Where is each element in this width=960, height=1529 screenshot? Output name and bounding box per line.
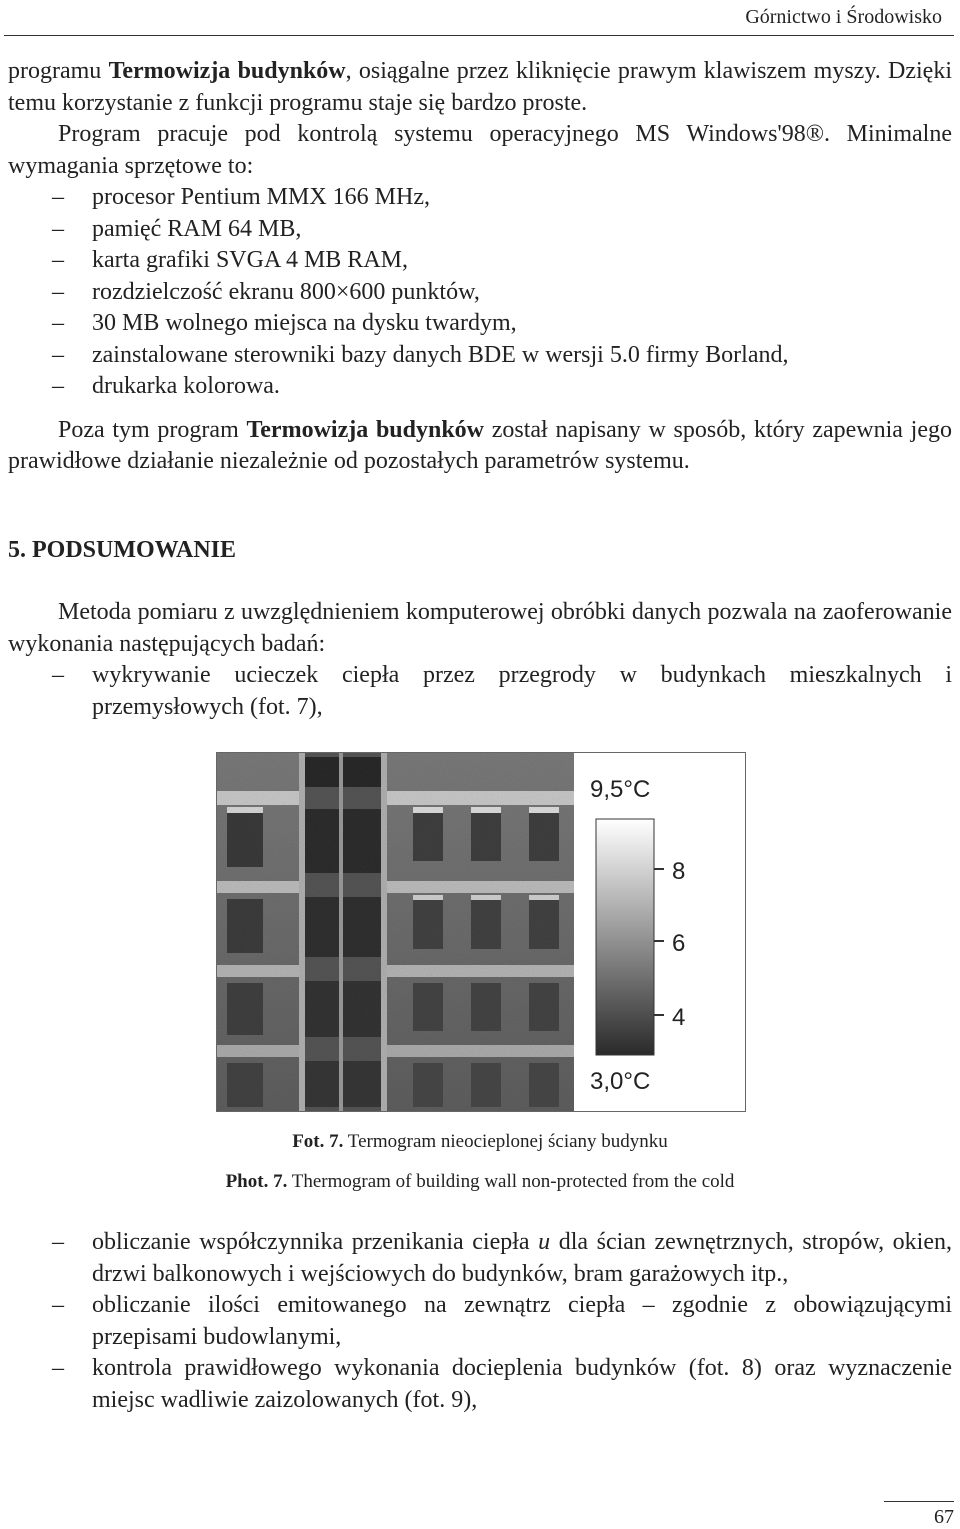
thermogram-image (217, 753, 574, 1111)
temperature-colorbar (596, 819, 654, 1055)
footer-rule (884, 1501, 954, 1502)
list-item: – kontrola prawidłowego wykonania docieplenia budynków (fot. 8) oraz wyznaczenie miejsc wadliwie zaizolowanych (fot. 9), (8, 1353, 952, 1416)
list-item: – obliczanie ilości emitowanego na zewnątrz ciepła – zgodnie z obowiązującymi przepisami budowlanymi, (8, 1290, 952, 1353)
paragraph-requirements-intro: Program pracuje pod kontrolą systemu operacyjnego MS Windows'98®. Minimalne wymagania sprzętowe to: (8, 121, 952, 179)
program-name: Termowizja budynków (246, 416, 485, 443)
section-block (8, 535, 952, 567)
requirements-list (8, 182, 952, 403)
caption-text: Termogram nieocieplonej ściany budynku (343, 1131, 668, 1152)
list-item: – 30 MB wolnego miejsca na dysku twardym, (8, 308, 952, 340)
text-block-summary (8, 597, 952, 723)
temperature-scale-graphic (574, 753, 745, 1111)
figure-caption-pl (0, 1130, 960, 1154)
caption-label: Fot. 7. (292, 1131, 344, 1152)
journal-title: Górnictwo i Środowisko (745, 6, 942, 28)
list-item: – pamięć RAM 64 MB, (8, 214, 952, 246)
text-block-top (8, 56, 952, 478)
temperature-scale (574, 753, 745, 1111)
scale-min-label: 3,0°C (590, 1068, 651, 1095)
section-heading: 5. PODSUMOWANIE (8, 537, 237, 563)
paragraph-system-independence: Poza tym program Termowizja budynków został napisany w sposób, który zapewnia jego prawidłowe działanie niezależnie od pozostałych parametrów systemu. (8, 416, 952, 474)
paragraph-summary: Metoda pomiaru z uwzględnieniem komputerowej obróbki danych pozwala na zaoferowanie wykonania następujących badań: (8, 599, 952, 657)
scale-tick-label: 4 (672, 1004, 686, 1031)
scale-tick-label: 6 (672, 930, 686, 957)
list-item: – drukarka kolorowa. (8, 371, 952, 403)
thermogram-figure (216, 752, 746, 1112)
scale-tick-label: 8 (672, 858, 686, 885)
page-number: 67 (934, 1506, 954, 1528)
paragraph-continuation: programu Termowizja budynków, osiągalne przez kliknięcie prawym klawiszem myszy. Dzięki temu korzystanie z funkcji programu staje się bardzo proste. (8, 58, 952, 116)
list-item: – rozdzielczość ekranu 800×600 punktów, (8, 277, 952, 309)
running-header (0, 0, 960, 36)
list-item: – zainstalowane sterowniki bazy danych BDE w wersji 5.0 firmy Borland, (8, 340, 952, 372)
list-item: – karta grafiki SVGA 4 MB RAM, (8, 245, 952, 277)
figure-caption-en (0, 1170, 960, 1194)
capabilities-list (8, 660, 952, 723)
variable-u: u (538, 1229, 551, 1255)
text-block-bottom (8, 1227, 952, 1416)
capabilities-list-continued (8, 1227, 952, 1416)
list-item: – procesor Pentium MMX 166 MHz, (8, 182, 952, 214)
program-name: Termowizja budynków (108, 58, 346, 84)
header-rule (4, 35, 954, 36)
caption-label: Phot. 7. (225, 1171, 288, 1192)
list-item: – wykrywanie ucieczek ciepła przez przegrody w budynkach mieszkalnych i przemysłowych (fot. 7), (8, 660, 952, 723)
list-item: – obliczanie współczynnika przenikania ciepła u dla ścian zewnętrznych, stropów, okien, drzwi balkonowych i wejściowych do budynków, bram garażowych itp., (8, 1227, 952, 1290)
caption-text: Thermogram of building wall non-protected from the cold (287, 1171, 735, 1192)
scale-max-label: 9,5°C (590, 776, 651, 803)
